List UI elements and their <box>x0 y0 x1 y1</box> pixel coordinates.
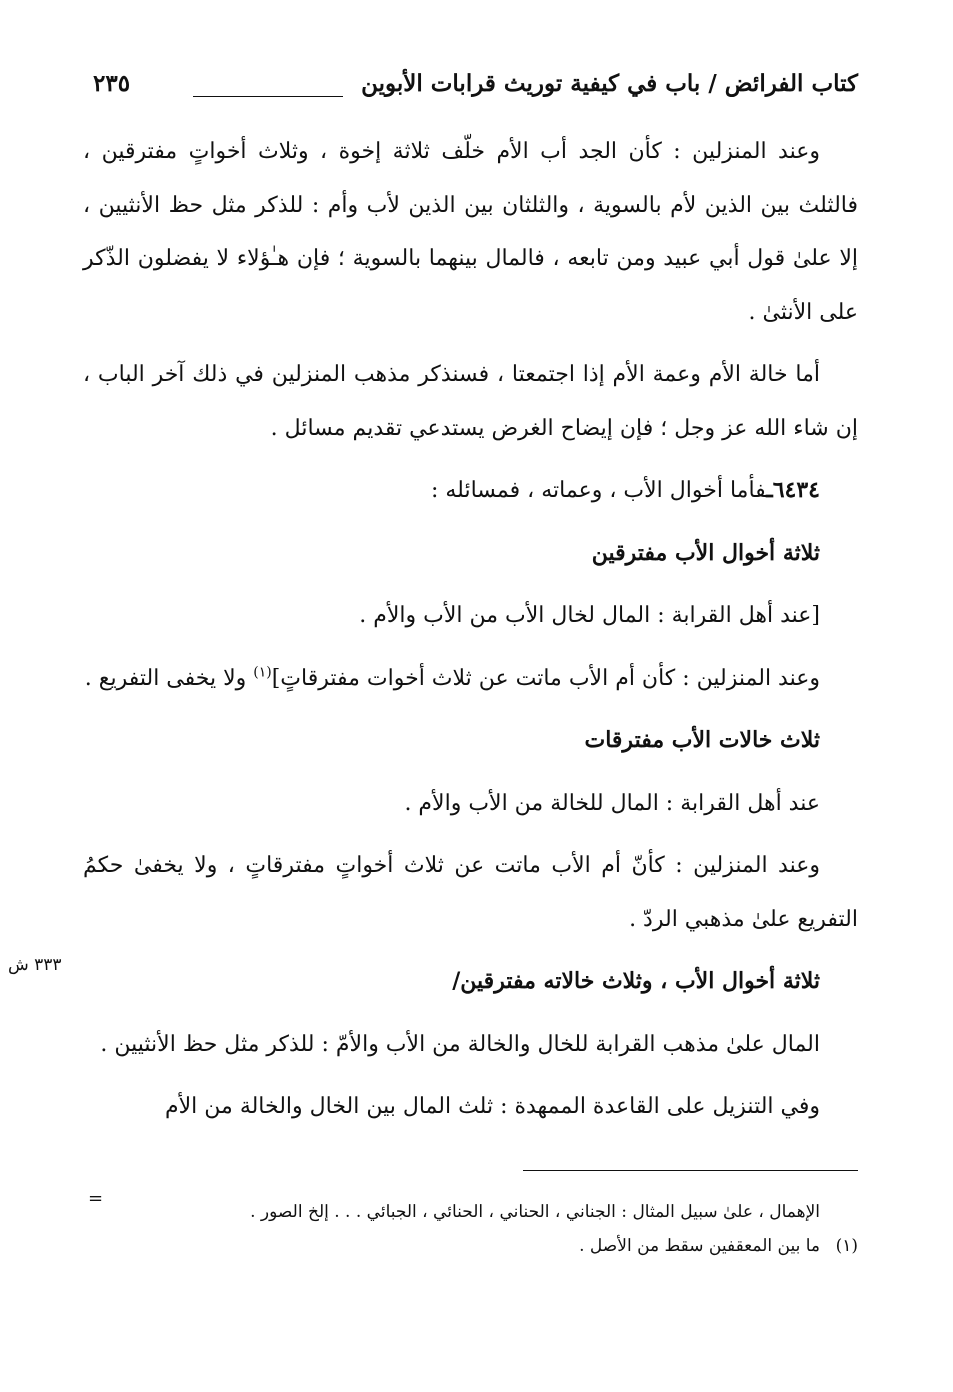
section-heading: ثلاث خالات الأب مفترقات <box>584 727 820 753</box>
section-heading: ثلاثة أخوال الأب ، وثلاث خالاته مفترقين/ <box>452 968 820 994</box>
paragraph-text: [عند أهل القرابة : المال لخال الأب من الأب والأم . <box>359 603 820 628</box>
footnote-rule <box>523 1170 858 1171</box>
paragraph <box>83 839 858 946</box>
paragraph <box>83 589 858 643</box>
paragraph-text: المال علىٰ مذهب القرابة للخال والخالة من الأب والأمّ : للذكر مثل حظ الأنثيين . <box>100 1031 820 1057</box>
header-title: كتاب الفرائض / باب في كيفية توريث قرابات الأبوين <box>361 70 858 97</box>
footnote-ref: (١) <box>253 664 272 681</box>
paragraph <box>83 348 858 455</box>
footnote <box>83 1229 858 1263</box>
paragraph <box>83 1080 858 1134</box>
footnote-continuation: الإهمال ، علىٰ سبيل المثال : الجناني ، الحناني ، الحنائي ، الجبائي . . . إلخ الصور . <box>250 1202 820 1222</box>
page-number: ٢٣٥ <box>93 70 131 97</box>
issue-number: ٦٤٣٤ـ <box>766 477 820 503</box>
paragraph-text: وعند المنزلين : كأنّ أم الأب ماتت عن ثلاث أخواتٍ مفترقاتٍ ، ولا يخفىٰ حكمُ التفريع علىٰ مذهبي الردّ . <box>83 853 858 932</box>
paragraph <box>83 1018 858 1072</box>
paragraph <box>83 464 858 518</box>
paragraph-text: وعند المنزلين : كأن الجد أب الأم خلّف ثلاثة إخوة ، وثلاث أخواتٍ مفترقين ، فالثلث بين الذين لأم بالسوية ، والثلثان بين الذين لأب وأم : للذكر مثل حظ الأنثيين ، إلا علىٰ قول أبي عبيد ومن تابعه ، فالمال بينهما بالسوية ؛ فإن هـٰؤلاء لا يفضلون الذّكر على الأنثىٰ . <box>83 139 858 325</box>
paragraph-text-after: ولا يخفى التفريع . <box>84 665 254 691</box>
manuscript-folio-note: ٣٣٣ ش <box>8 955 62 975</box>
footnotes <box>83 1195 858 1263</box>
footnote-continuation-mark: = <box>88 1188 104 1209</box>
paragraph <box>83 125 858 339</box>
paragraph-text: وعند المنزلين : كأن أم الأب ماتت عن ثلاث أخوات مفترقاتٍ] <box>271 665 820 691</box>
main-text <box>83 125 858 1143</box>
paragraph-text: وفي التنزيل على القاعدة الممهدة : ثلث المال بين الخال والخالة من الأم <box>165 1094 820 1119</box>
section-heading: ثلاثة أخوال الأب مفترقين <box>591 539 820 566</box>
footnote-text: ما بين المعقفين سقط من الأصل . <box>579 1236 820 1256</box>
header-rule <box>193 96 343 97</box>
paragraph-text: أما خالة الأم وعمة الأم إذا اجتمعتا ، فسنذكر مذهب المنزلين في ذلك آخر الباب ، إن شاء الله عز وجل ؛ فإن إيضاح الغرض يستدعي تقديم مسائل . <box>83 362 858 441</box>
footnote-number: (١) <box>835 1236 858 1256</box>
running-header <box>93 70 858 120</box>
paragraph-text: عند أهل القرابة : المال للخالة من الأب والأم . <box>404 790 820 816</box>
paragraph <box>83 652 858 706</box>
paragraph <box>83 777 858 831</box>
paragraph-text: فأما أخوال الأب ، وعماته ، فمسائله : <box>430 478 767 503</box>
